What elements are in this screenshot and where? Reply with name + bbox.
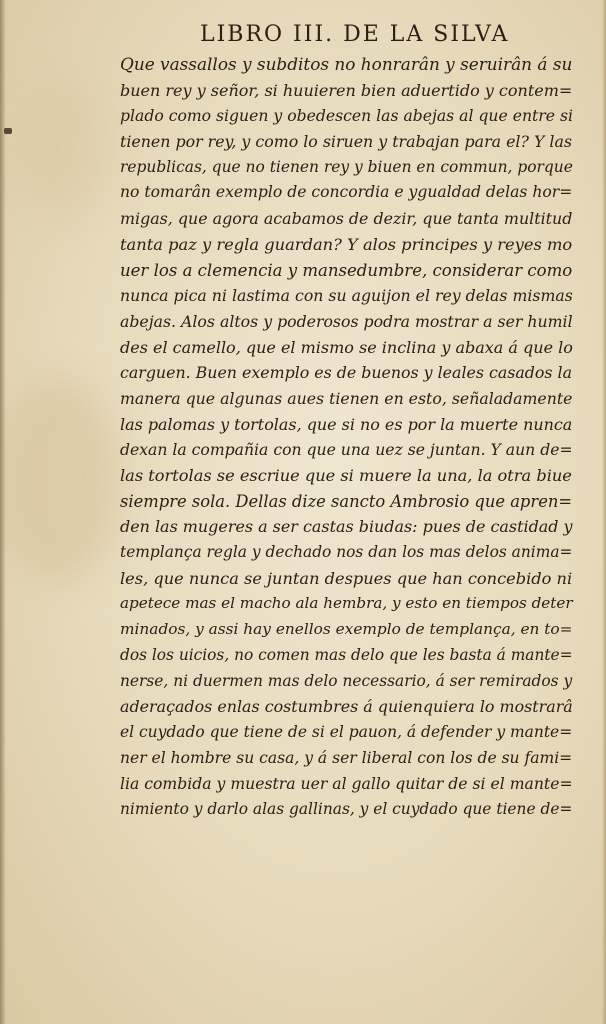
text-line: apetece mas el macho ala hembra, y esto en tiempos deter — [120, 594, 573, 613]
text-line: plado como siguen y obedescen las abejas al que entre si — [120, 106, 573, 126]
page-gutter-edge — [0, 0, 6, 1024]
text-line: ner el hombre su casa, y á ser liberal con los de su fami= — [120, 748, 573, 767]
text-line: nunca pica ni lastima con su aguijon el rey delas mismas — [120, 286, 573, 306]
text-line: siempre sola. Dellas dize sancto Ambrosio que apren= — [120, 491, 573, 511]
paper-stain — [20, 80, 110, 220]
text-line: tanta paz y regla guardan? Y alos principes y reyes mo — [120, 234, 573, 254]
text-line: no tomarân exemplo de concordia e ygualdad delas hor= — [120, 183, 573, 202]
running-head: LIBRO III. DE LA SILVA — [200, 22, 510, 47]
text-line: lia combida y muestra uer al gallo quitar de si el mante= — [120, 774, 573, 794]
text-line: el cuydado que tiene de si el pauon, á defender y mante= — [120, 722, 573, 741]
text-line: uer los a clemencia y mansedumbre, considerar como — [120, 260, 573, 280]
text-line: nerse, ni duermen mas delo necessario, á ser remirados y — [120, 671, 573, 690]
text-line: Que vassallos y subditos no honrarân y seruirân á su — [120, 54, 573, 74]
text-line: manera que algunas aues tienen en esto, señaladamente — [120, 388, 573, 408]
text-line: abejas. Alos altos y poderosos podra mostrar a ser humil — [120, 311, 573, 331]
text-line: las palomas y tortolas, que si no es por la muerte nunca — [120, 414, 573, 434]
text-line: tienen por rey, y como lo siruen y trabajan para el? Y las — [120, 132, 572, 152]
text-line: las tortolas se escriue que si muere la una, la otra biue — [120, 466, 572, 485]
text-line: den las mugeres a ser castas biudas: pues de castidad y — [120, 517, 573, 537]
text-line: republicas, que no tienen rey y biuen en commun, porque — [120, 157, 573, 176]
text-line: des el camello, que el mismo se inclina y abaxa á que lo — [120, 337, 573, 357]
margin-ink-mark — [4, 128, 12, 134]
text-line: aderaçados enlas costumbres á quienquiera lo mostrarâ — [120, 697, 573, 717]
text-line: templança regla y dechado nos dan los mas delos anima= — [120, 543, 573, 562]
text-line: dexan la compañia con que una uez se juntan. Y aun de= — [120, 440, 573, 460]
text-line: dos los uicios, no comen mas delo que les basta á mante= — [120, 645, 573, 664]
water-stain — [0, 380, 120, 580]
text-line: buen rey y señor, si huuieren bien aduertido y contem= — [120, 80, 573, 100]
text-line: minados, y assi hay enellos exemplo de templança, en to= — [120, 620, 573, 639]
body-text — [120, 52, 582, 823]
page-outer-edge — [602, 0, 606, 1024]
text-line: migas, que agora acabamos de dezir, que tanta multitud — [120, 209, 573, 229]
text-line: carguen. Buen exemplo es de buenos y leales casados la — [120, 363, 572, 383]
text-line: les, que nunca se juntan despues que han concebido ni — [120, 568, 573, 588]
text-line: nimiento y darlo alas gallinas, y el cuydado que tiene de= — [120, 799, 573, 818]
